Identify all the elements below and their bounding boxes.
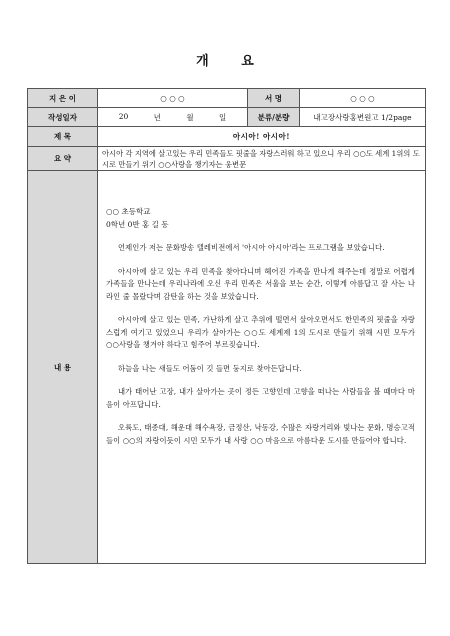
- date-day-unit: 일: [219, 112, 227, 122]
- content-paragraph: 언제인가 저는 문화방송 텔레비전에서 '아시아 아시아'라는 프로그램을 보았습니다.: [118, 243, 385, 252]
- school-name: ○○ 초등학교: [106, 207, 151, 216]
- date-label: 작성일자: [28, 108, 98, 127]
- student-name: 0학년 0반 홍 길 동: [106, 220, 169, 229]
- title-label: 제 목: [28, 127, 98, 147]
- overview-form-table: [27, 88, 426, 564]
- content-paragraph: 하늘을 나는 새들도 어둠이 깃 들면 둥지로 찾아든답니다.: [118, 363, 302, 373]
- page-title-char: 개: [196, 54, 209, 69]
- content-paragraph: 오륙도, 태종대, 해운대 해수욕장, 금정산, 낙동강, 수많은 자랑거리와 빛나는 문화, 명승고적들이 ○○의 자랑이듯이 시민 모두가 내 사랑 ○○ 마음으로 아름다운 도시를 만들어야 합니다.: [106, 423, 415, 445]
- date-month-unit: 월: [186, 112, 194, 122]
- date-value: [98, 108, 248, 127]
- summary-text: 아시아 각 지역에 살고있는 우리 민족들도 핏줄을 자랑스러워 하고 있으니 우리 ○○도 세계 1위의 도시로 만들기 위기 ○○사랑을 챙기자는 웅변문: [98, 147, 426, 171]
- summary-label: 요 약: [28, 147, 98, 171]
- author-value: ○ ○ ○: [98, 89, 248, 108]
- content-paragraph: 아시아에 살고 있는 민족, 가난하게 살고 추위에 떨면서 살아오면서도 한민족의 핏줄을 자랑스럽게 여기고 있었으니 우리가 살아가는 ○○도 세계제 1의 도시로 만들기 위해 시민 모두가 ○○사랑을 챙겨야 하다고 힘주어 부르짖습니다.: [106, 315, 415, 349]
- reviewer-value: ○ ○ ○: [300, 89, 426, 108]
- date-year: 20: [118, 111, 129, 121]
- category-label: 분류/분량: [248, 108, 300, 127]
- date-year-unit: 년: [153, 112, 161, 122]
- content-body: [98, 171, 426, 564]
- page-title: [0, 50, 450, 69]
- category-value: 내고장사랑홍변원고 1/2page: [300, 108, 426, 127]
- content-label: 내 용: [28, 171, 98, 564]
- reviewer-label: 서 명: [248, 89, 300, 108]
- author-label: 지 은 이: [28, 89, 98, 108]
- content-paragraph: 내가 태어난 고장, 내가 살아가는 곳이 정든 고향인데 고향을 떠나는 사람들을 볼 때마다 마음이 아프답니다.: [106, 387, 415, 409]
- content-paragraph: 아시아에 살고 있는 우리 민족을 찾아다니며 헤어진 가족을 만나게 해주는데 정말로 어렵게 가족들을 만나는데 우리나라에 오신 우리 민족은 서울을 보는 순간, 이렇게 아름답고 잘 사는 나라인 줄 몰랐다며 감탄을 하는 것을 보았습니다.: [106, 266, 415, 301]
- page-title-char: 요: [241, 54, 254, 69]
- document-title: 아시아! 아시아!: [98, 127, 426, 147]
